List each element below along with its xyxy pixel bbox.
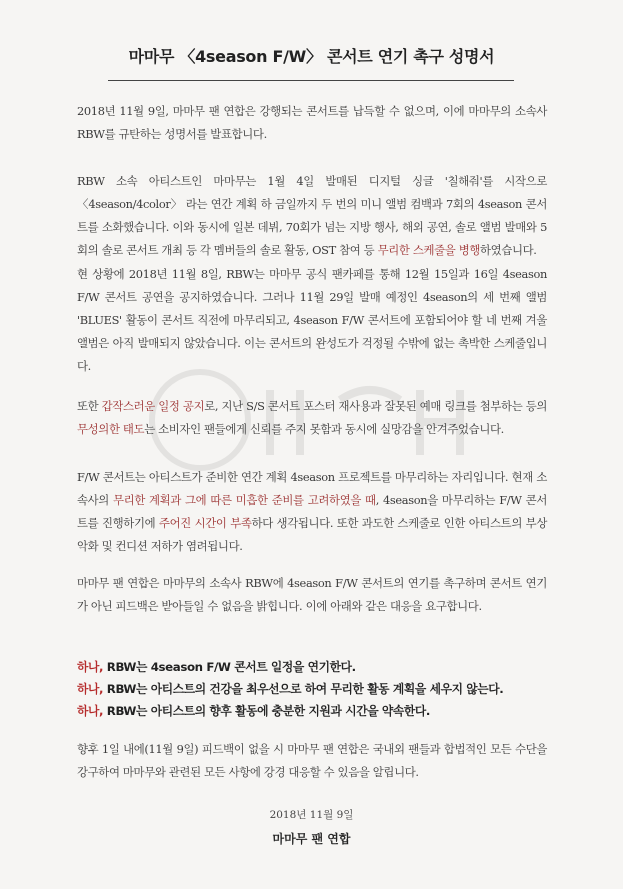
situation-paragraph — [77, 263, 547, 378]
concert-paragraph — [77, 466, 547, 558]
paragraph-text: 는 소비자인 팬들에게 신뢰를 주지 못함과 동시에 실망감을 안겨주었습니다. — [144, 422, 504, 436]
statement-date: 2018년 11월 9일 — [269, 809, 354, 821]
highlighted-text: 무성의한 태도 — [77, 422, 145, 436]
attitude-paragraph — [77, 395, 547, 441]
paragraph-text: RBW 소속 아티스트인 마마무는 1월 4일 발매된 디지털 싱글 '칠해줘'를 시작으로 〈4season/4color〉 라는 연간 계획 하 금일까지 두 번의 미니 앨범 컴백과 7회의 4season 콘서트를 소화했습니다. 이와 동시에 일본 데뷔, 70회가 넘는 지방 행사, 해외 공연, 솔로 앨범 발매와 5회의 솔로 콘서트 개최 등 각 멤버들의 솔로 활동, OST 참여 등 — [77, 174, 547, 257]
paragraph-text: 2018년 11월 9일, 마마무 팬 연합은 강행되는 콘서트를 납득할 수 없으며, 이에 마마무의 소속사 RBW를 규탄하는 성명서를 발표합니다. — [77, 104, 547, 141]
paragraph-text: 하다 생각됩니다. 또한 과도한 스케줄로 인한 아티스트의 부상 악화 및 컨디션 저하가 염려됩니다. — [77, 516, 547, 553]
resolution-item — [77, 678, 557, 700]
resolution-text: RBW는 아티스트의 향후 활동에 충분한 지원과 시간을 약속한다. — [103, 704, 430, 718]
closing-paragraph: 향후 1일 내에(11월 9일) 피드백이 없을 시 마마무 팬 연합은 국내외 팬들과 합법적인 모든 수단을 강구하여 마마무와 관련된 모든 사항에 강경 대응할 수 있음을 알립니다. — [77, 742, 547, 779]
paragraph-text: 로, 지난 S/S 콘서트 포스터 재사용과 잘못된 예매 링크를 첨부하는 등의 — [204, 399, 547, 413]
paragraph-text: 현 상황에 2018년 11월 8일, RBW는 마마무 공식 팬카페를 통해 12월 15일과 16일 4season F/W 콘서트 공연을 공지하였습니다. 그러나 11월 29일 발매 예정인 4season의 세 번째 앨범 'BLUES' 활동이 콘서트 직전에 마무리되고, 4season F/W 콘서트에 포함되어야 할 네 번째 겨울 앨범은 아직 발매되지 않았습니다. 이는 콘서트의 완성도가 걱정될 수밖에 없는 촉박한 스케줄입니다. — [77, 267, 547, 373]
highlighted-text: 갑작스러운 일정 공지 — [101, 399, 205, 413]
paragraph-text: 하였습니다. — [480, 243, 537, 257]
resolution-prefix: 하나, — [77, 660, 104, 674]
resolutions-list — [77, 656, 557, 722]
resolution-text: RBW는 아티스트의 건강을 최우선으로 하여 무리한 활동 계획을 세우지 않는다. — [103, 682, 504, 696]
highlighted-text: 무리한 스케줄을 병행 — [377, 243, 481, 257]
paragraph-text: F/W 콘서트는 아티스트가 준비한 연간 계획 4season 프로젝트를 마무리하는 자리입니다. 현재 소속사의 — [77, 470, 547, 507]
paragraph-text: , 4season을 마무리하는 F/W 콘서트를 진행하기에 — [77, 493, 547, 530]
highlighted-text: 주어진 시간이 부족 — [158, 516, 252, 530]
paragraph-text: 마마무 팬 연합은 마마무의 소속사 RBW에 4season F/W 콘서트의 연기를 촉구하며 콘서트 연기가 아닌 피드백은 받아들일 수 없음을 밝힙니다. 이에 아래와 같은 대응을 요구합니다. — [77, 576, 547, 613]
signature: 마마무 팬 연합 — [272, 832, 351, 846]
resolution-item — [77, 700, 557, 722]
paragraph-text: 또한 — [77, 399, 102, 413]
demand-paragraph — [77, 572, 547, 618]
resolution-prefix: 하나, — [77, 704, 104, 718]
resolution-prefix: 하나, — [77, 682, 104, 696]
statement-title: 마마무 〈4season F/W〉 콘서트 연기 촉구 성명서 — [128, 47, 495, 66]
highlighted-text: 무리한 계획과 그에 따른 미흡한 준비를 고려하였을 때 — [113, 493, 376, 507]
schedule-paragraph — [77, 170, 547, 262]
title-divider — [108, 80, 514, 81]
resolution-text: RBW는 4season F/W 콘서트 일정을 연기한다. — [103, 660, 356, 674]
intro-paragraph — [77, 100, 547, 146]
resolution-item — [77, 656, 557, 678]
